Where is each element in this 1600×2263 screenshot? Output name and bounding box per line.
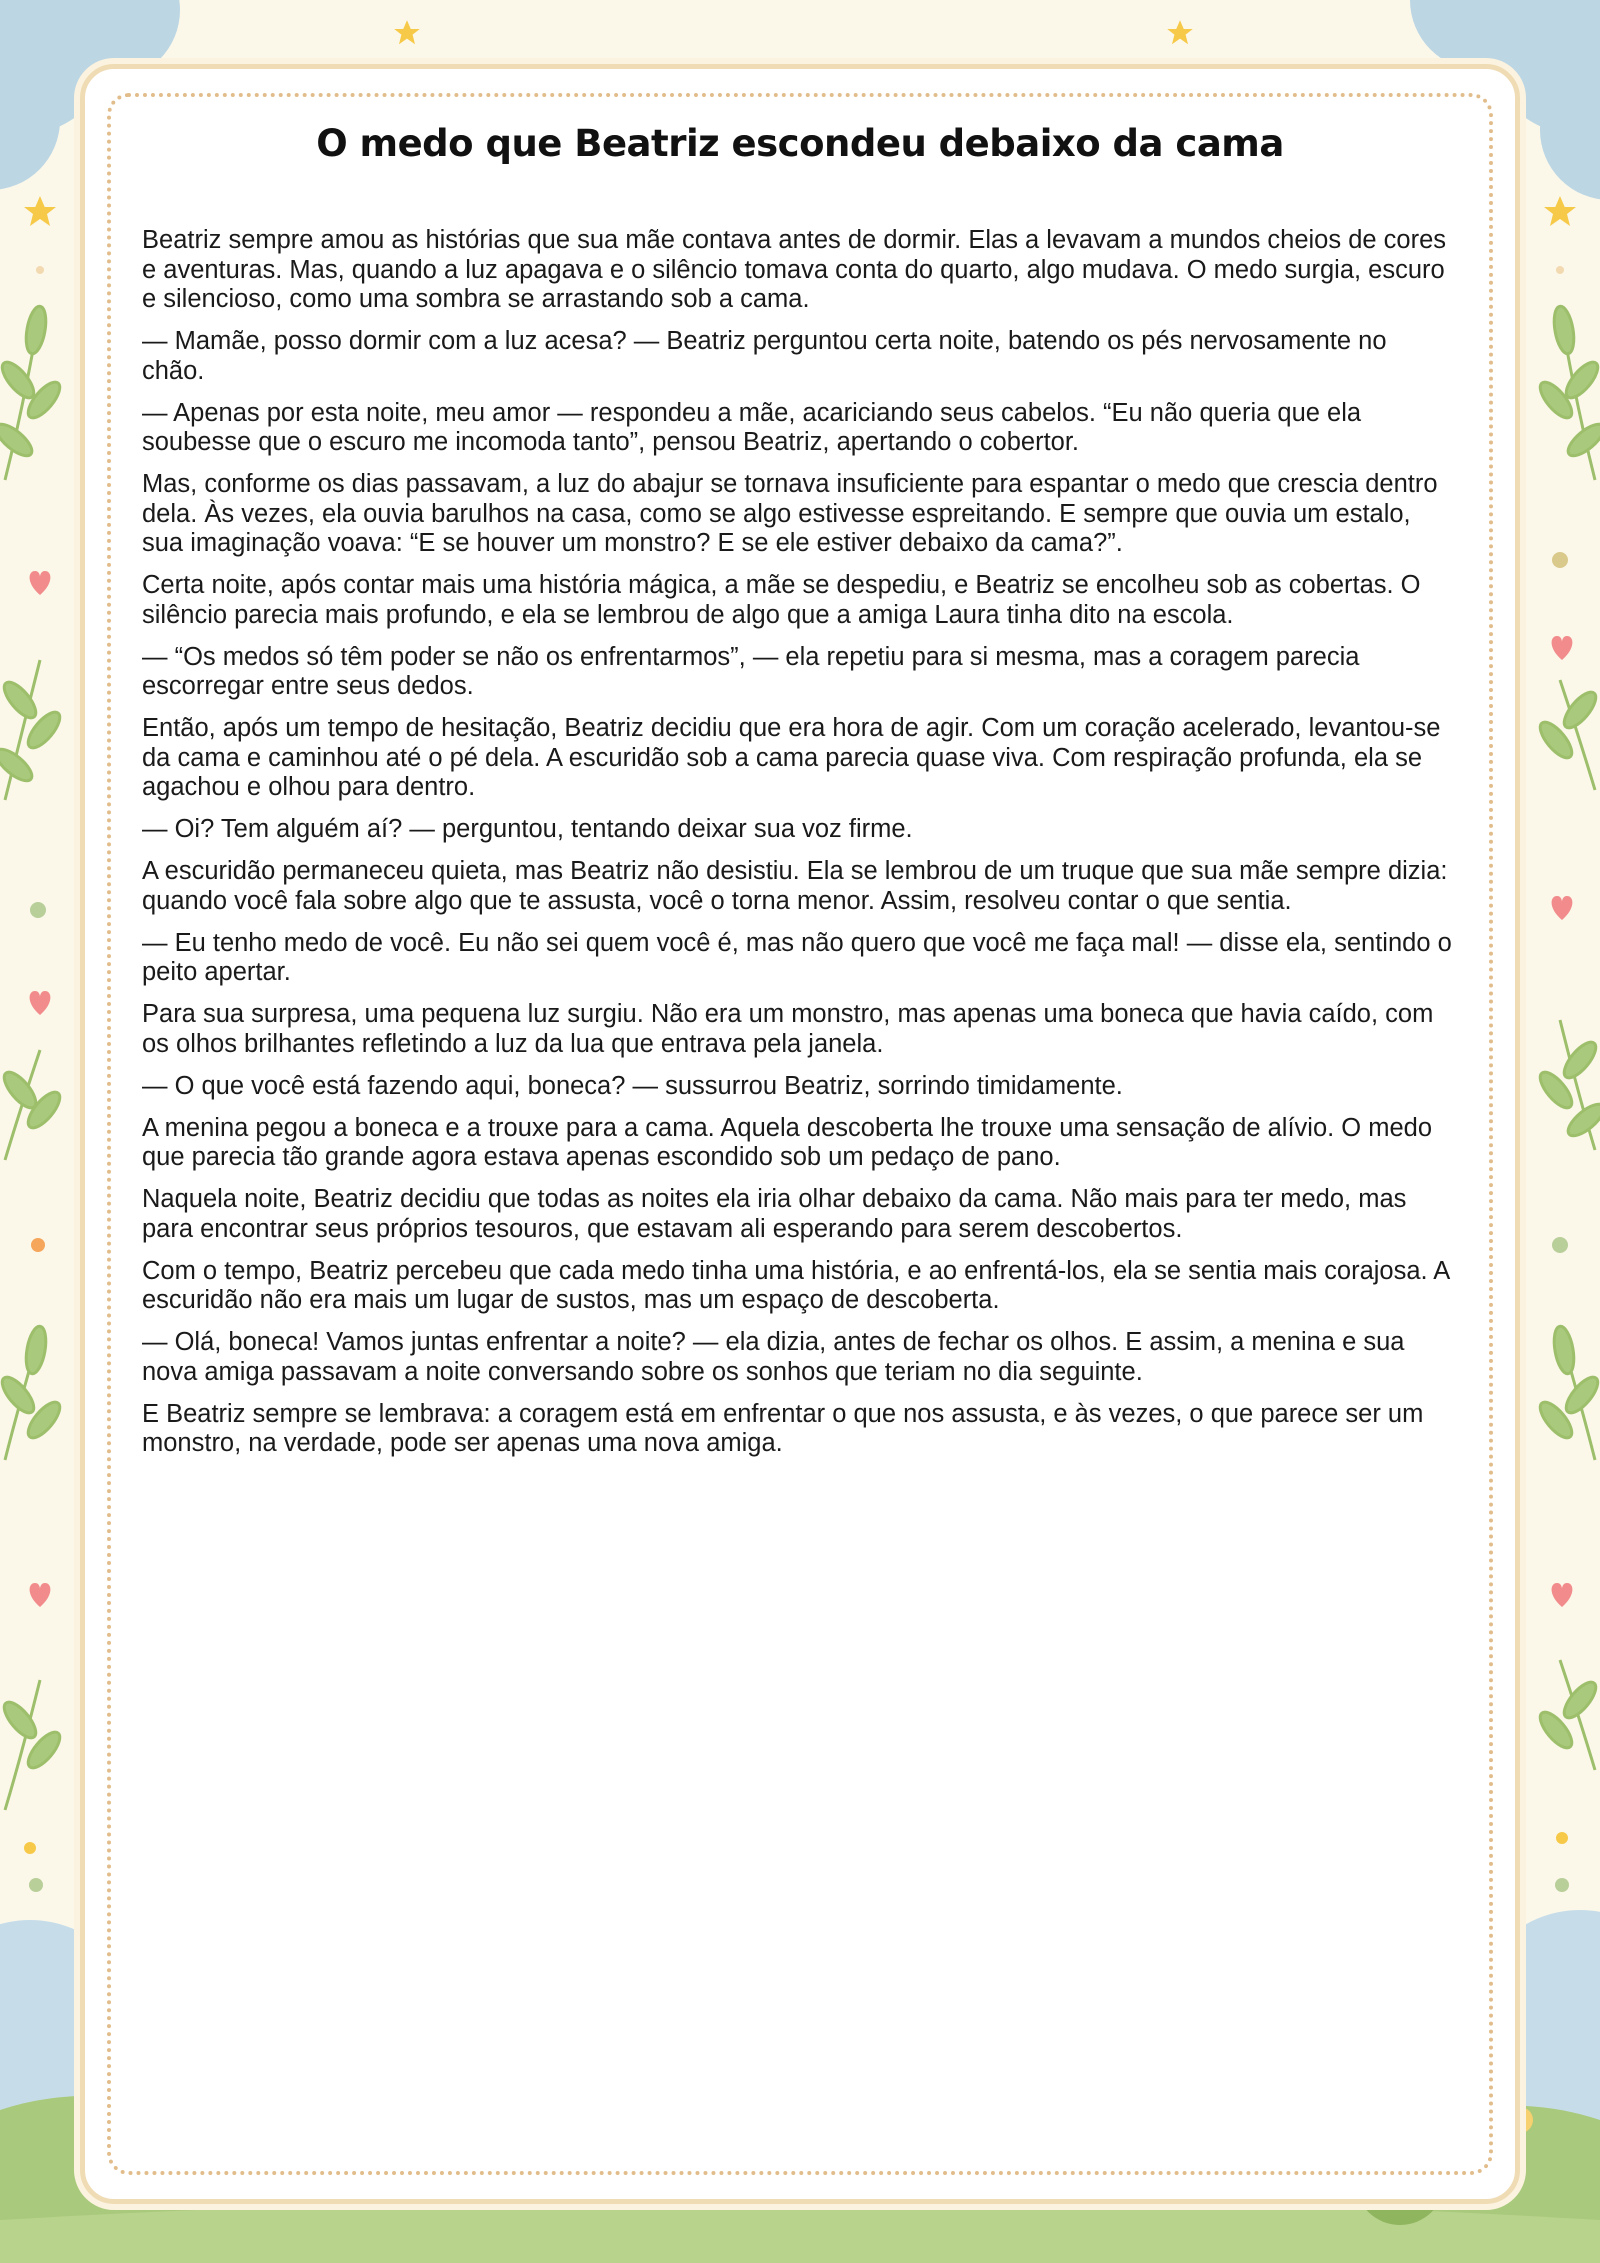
story-paragraph: Então, após um tempo de hesitação, Beatriz decidiu que era hora de agir. Com um coração acelerado, levantou-se da cama e caminhou até o pé dela. A escuridão sob a cama parecia quase viva. Com respiração profunda, ela se agachou e olhou para dentro. [142, 714, 1441, 801]
story-paragraph: Com o tempo, Beatriz percebeu que cada medo tinha uma história, e ao enfrentá-los, ela se sentia mais corajosa. A escuridão não era mais um lugar de sustos, mas um espaço de descoberta. [142, 1256, 1449, 1314]
story-paragraph: — Olá, boneca! Vamos juntas enfrentar a noite? — ela dizia, antes de fechar os olhos. E assim, a menina e sua nova amiga passavam a noite conversando sobre os sonhos que teriam no dia seguinte. [142, 1328, 1405, 1386]
story-paragraph: — Eu tenho medo de você. Eu não sei quem você é, mas não quero que você me faça mal! — disse ela, sentindo o peito apertar. [142, 928, 1452, 986]
story-paragraph: Para sua surpresa, uma pequena luz surgiu. Não era um monstro, mas apenas uma boneca que havia caído, com os olhos brilhantes refletindo a luz da lua que entrava pela janela. [142, 1000, 1434, 1058]
leaf-branch-icon [1535, 305, 1600, 1770]
story-paragraph: — “Os medos só têm poder se não os enfrentarmos”, — ela repetiu para si mesma, mas a coragem parecia escorregar entre seus dedos. [142, 642, 1360, 700]
story-paragraph: Mas, conforme os dias passavam, a luz do abajur se tornava insuficiente para espantar o medo que crescia dentro dela. Às vezes, ela ouvia barulhos na casa, como se algo estivesse espreitando. E sempre que ouvia um estalo, sua imaginação voava: “E se houver um monstro? E se ele estiver debaixo da cama?”. [142, 470, 1438, 557]
story-paragraph: Beatriz sempre amou as histórias que sua mãe contava antes de dormir. Elas a levavam a mundos cheios de cores e aventuras. Mas, quando a luz apagava e o silêncio tomava conta do quarto, algo mudava. O medo surgia, escuro e silencioso, como uma sombra se arrastando sob a cama. [142, 226, 1446, 313]
story-paragraph: — Oi? Tem alguém aí? — perguntou, tentando deixar sua voz firme. [142, 815, 913, 843]
story-paragraph: Certa noite, após contar mais uma história mágica, a mãe se despediu, e Beatriz se encolheu sob as cobertas. O silêncio parecia mais profundo, e ela se lembrou de algo que a amiga Laura tinha dito na escola. [142, 571, 1421, 629]
story-paragraph: E Beatriz sempre se lembrava: a coragem está em enfrentar o que nos assusta, e às vezes, o que parece ser um monstro, na verdade, pode ser apenas uma nova amiga. [142, 1399, 1424, 1457]
story-paragraph: Naquela noite, Beatriz decidiu que todas as noites ela iria olhar debaixo da cama. Não mais para ter medo, mas para encontrar seus próprios tesouros, que estavam ali esperando para serem descobertos. [142, 1185, 1407, 1243]
story-title: O medo que Beatriz escondeu debaixo da cama [316, 122, 1284, 165]
story-paragraph: — Apenas por esta noite, meu amor — respondeu a mãe, acariciando seus cabelos. “Eu não queria que ela soubesse que o escuro me incomoda tanto”, pensou Beatriz, apertando o cobertor. [142, 398, 1362, 456]
story-paragraph: — O que você está fazendo aqui, boneca? — sussurrou Beatriz, sorrindo timidamente. [142, 1071, 1123, 1100]
story-paragraph: A escuridão permaneceu quieta, mas Beatriz não desistiu. Ela se lembrou de um truque que sua mãe sempre dizia: quando você fala sobre algo que te assusta, você o torna menor. Assim, resolveu contar o que sentia. [142, 857, 1448, 915]
story-paragraph: A menina pegou a boneca e a trouxe para a cama. Aquela descoberta lhe trouxe uma sensação de alívio. O medo que parecia tão grande agora estava apenas escondido sob um pedaço de pano. [142, 1113, 1433, 1171]
story-body [142, 226, 1452, 1471]
story-paragraph: — Mamãe, posso dormir com a luz acesa? — Beatriz perguntou certa noite, batendo os pés nervosamente no chão. [142, 327, 1387, 385]
